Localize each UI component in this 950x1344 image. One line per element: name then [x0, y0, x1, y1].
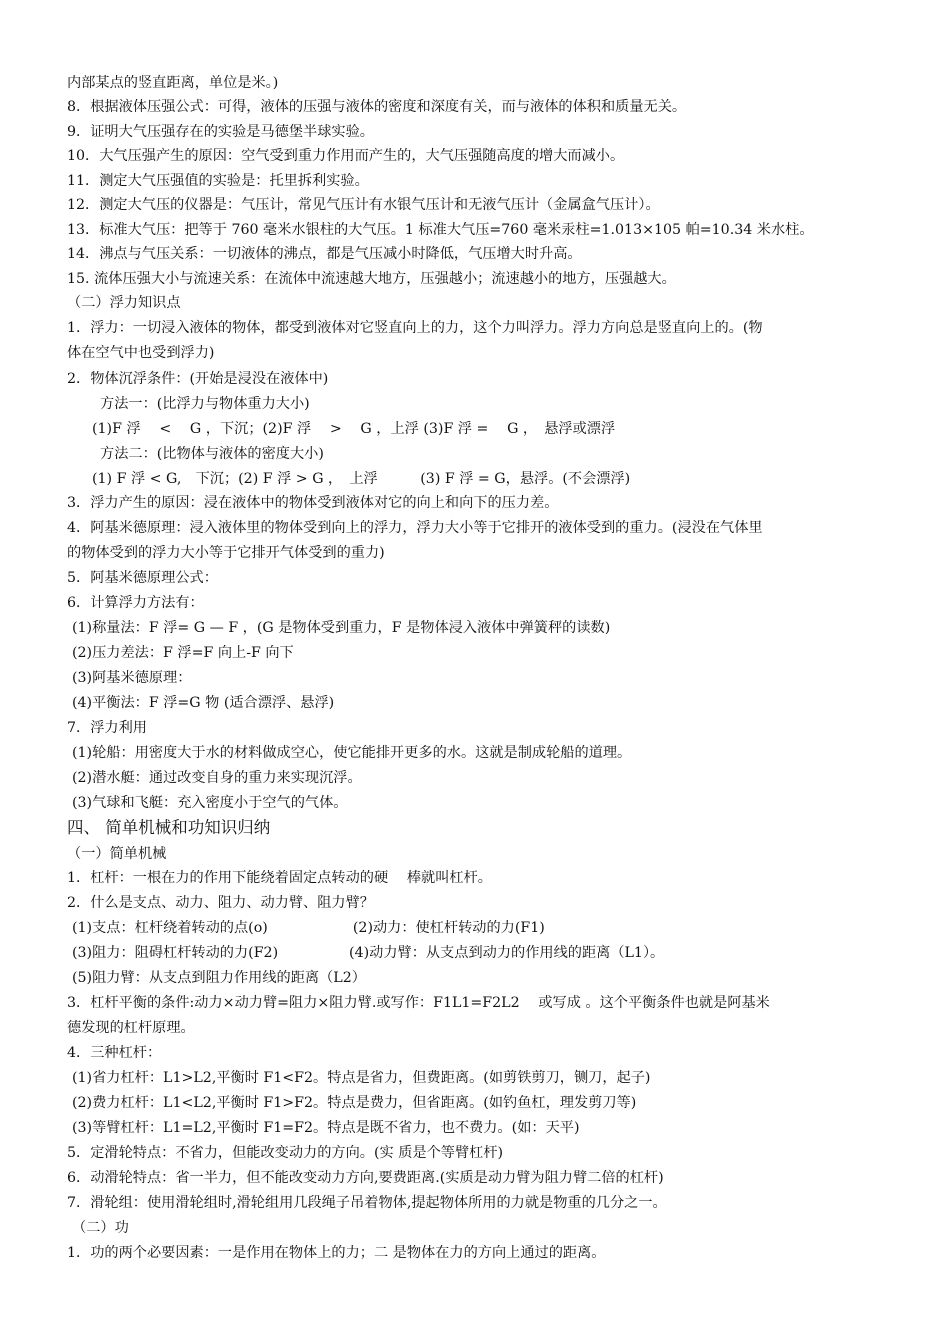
text-line: 12．测定大气压的仪器是：气压计，常见气压计有水银气压计和无液气压计（金属盒气压计）。: [67, 197, 660, 213]
text-line: 5．阿基米德原理公式：: [67, 570, 218, 586]
text-line: (1)支点：杠杆绕着转动的点(o) (2)动力：使杠杆转动的力(F1): [72, 920, 545, 936]
text-line: 7．滑轮组：使用滑轮组时,滑轮组用几段绳子吊着物体,提起物体所用的力就是物重的几分之一。: [67, 1195, 667, 1211]
text-line: (2)潜水艇：通过改变自身的重力来实现沉浮。: [72, 770, 362, 786]
text-line: (1) F 浮 < G, 下沉；(2) F 浮 > G ， 上浮 (3) F 浮 = G，悬浮。(不会漂浮): [92, 471, 631, 487]
text-line: 10．大气压强产生的原因：空气受到重力作用而产生的，大气压强随高度的增大而减小。: [67, 148, 625, 164]
text-line: (2)费力杠杆：L1<L2,平衡时 F1>F2。特点是费力，但省距离。(如钓鱼杠，理发剪刀等): [72, 1095, 637, 1111]
text-line: (3)阿基米德原理：: [72, 670, 192, 686]
section-heading: （一）简单机械: [67, 846, 167, 862]
text-line: (1)称量法：F 浮= G — F ，(G 是物体受到重力，F 是物体浸入液体中弹簧秤的读数): [72, 620, 611, 636]
text-line: 6．计算浮力方法有：: [67, 595, 204, 611]
text-line: (3)阻力：阻碍杠杆转动的力(F2) (4)动力臂：从支点到动力的作用线的距离（L1）。: [72, 945, 665, 961]
text-line: 2．物体沉浮条件：(开始是浸没在液体中): [67, 371, 329, 387]
section-heading: （二）浮力知识点: [67, 295, 181, 311]
chapter-heading: 四、 简单机械和功知识归纳: [67, 818, 271, 837]
text-line: 13．标准大气压：把等于 760 毫米水银柱的大气压。1 标准大气压=760 毫米汞柱=1.013×105 帕=10.34 米水柱。: [67, 222, 814, 238]
section-heading: （二）功: [72, 1220, 129, 1236]
text-line: (5)阻力臂：从支点到阻力作用线的距离（L2）: [72, 970, 366, 986]
text-line: 德发现的杠杆原理。: [67, 1020, 195, 1036]
text-line: (1)轮船：用密度大于水的材料做成空心，使它能排开更多的水。这就是制成轮船的道理。: [72, 745, 632, 761]
text-line: 1．浮力：一切浸入液体的物体，都受到液体对它竖直向上的力，这个力叫浮力。浮力方向总是竖直向上的。(物: [67, 320, 763, 336]
text-line: 6．动滑轮特点：省一半力，但不能改变动力方向,要费距离.(实质是动力臂为阻力臂二倍的杠杆): [67, 1170, 664, 1186]
text-line: (1)省力杠杆：L1>L2,平衡时 F1<F2。特点是省力，但费距离。(如剪铁剪刀，铡刀，起子): [72, 1070, 651, 1086]
text-line: 1．杠杆：一根在力的作用下能绕着固定点转动的硬 棒就叫杠杆。: [67, 870, 492, 886]
text-line: 1．功的两个必要因素：一是作用在物体上的力；二 是物体在力的方向上通过的距离。: [67, 1245, 606, 1261]
text-line: 14．沸点与气压关系：一切液体的沸点，都是气压减小时降低，气压增大时升高。: [67, 246, 582, 262]
text-line: 体在空气中也受到浮力): [67, 345, 215, 361]
text-line: 3．浮力产生的原因：浸在液体中的物体受到液体对它的向上和向下的压力差。: [67, 495, 559, 511]
text-line: 5．定滑轮特点：不省力，但能改变动力的方向。(实 质是个等臂杠杆): [67, 1145, 504, 1161]
text-line: 8．根据液体压强公式：可得，液体的压强与液体的密度和深度有关，而与液体的体积和质量无关。: [67, 99, 687, 115]
text-line: 3．杠杆平衡的条件:动力×动力臂=阻力×阻力臂.或写作：F1L1=F2L2 或写成 。这个平衡条件也就是阿基米: [67, 995, 770, 1011]
text-line: (4)平衡法：F 浮=G 物 (适合漂浮、悬浮): [72, 695, 335, 711]
text-line: 方法一：(比浮力与物体重力大小): [100, 396, 310, 412]
text-line: 7．浮力利用: [67, 720, 147, 736]
text-line: 内部某点的竖直距离，单位是米。): [67, 75, 279, 91]
text-line: 4．阿基米德原理：浸入液体里的物体受到向上的浮力，浮力大小等于它排开的液体受到的重力。(浸没在气体里: [67, 520, 763, 536]
text-line: 方法二：(比物体与液体的密度大小): [100, 446, 324, 462]
text-line: 11．测定大气压强值的实验是：托里拆利实验。: [67, 173, 369, 189]
text-line: 的物体受到的浮力大小等于它排开气体受到的重力): [67, 545, 385, 561]
text-line: 2．什么是支点、动力、阻力、动力臂、阻力臂？: [67, 895, 374, 911]
text-line: 4．三种杠杆：: [67, 1045, 162, 1061]
text-line: 9．证明大气压强存在的实验是马德堡半球实验。: [67, 124, 374, 140]
text-line: 15. 流体压强大小与流速关系：在流体中流速越大地方，压强越小；流速越小的地方，压强越大。: [67, 271, 676, 287]
text-line: (3)等臂杠杆：L1=L2,平衡时 F1=F2。特点是既不省力，也不费力。(如：天平): [72, 1120, 580, 1136]
text-line: (3)气球和飞艇：充入密度小于空气的气体。: [72, 795, 348, 811]
text-line: (1)F 浮 < G ，下沉；(2)F 浮 > G ，上浮 (3)F 浮 = G ， 悬浮或漂浮: [92, 421, 616, 437]
text-line: (2)压力差法：F 浮=F 向上-F 向下: [72, 645, 294, 661]
